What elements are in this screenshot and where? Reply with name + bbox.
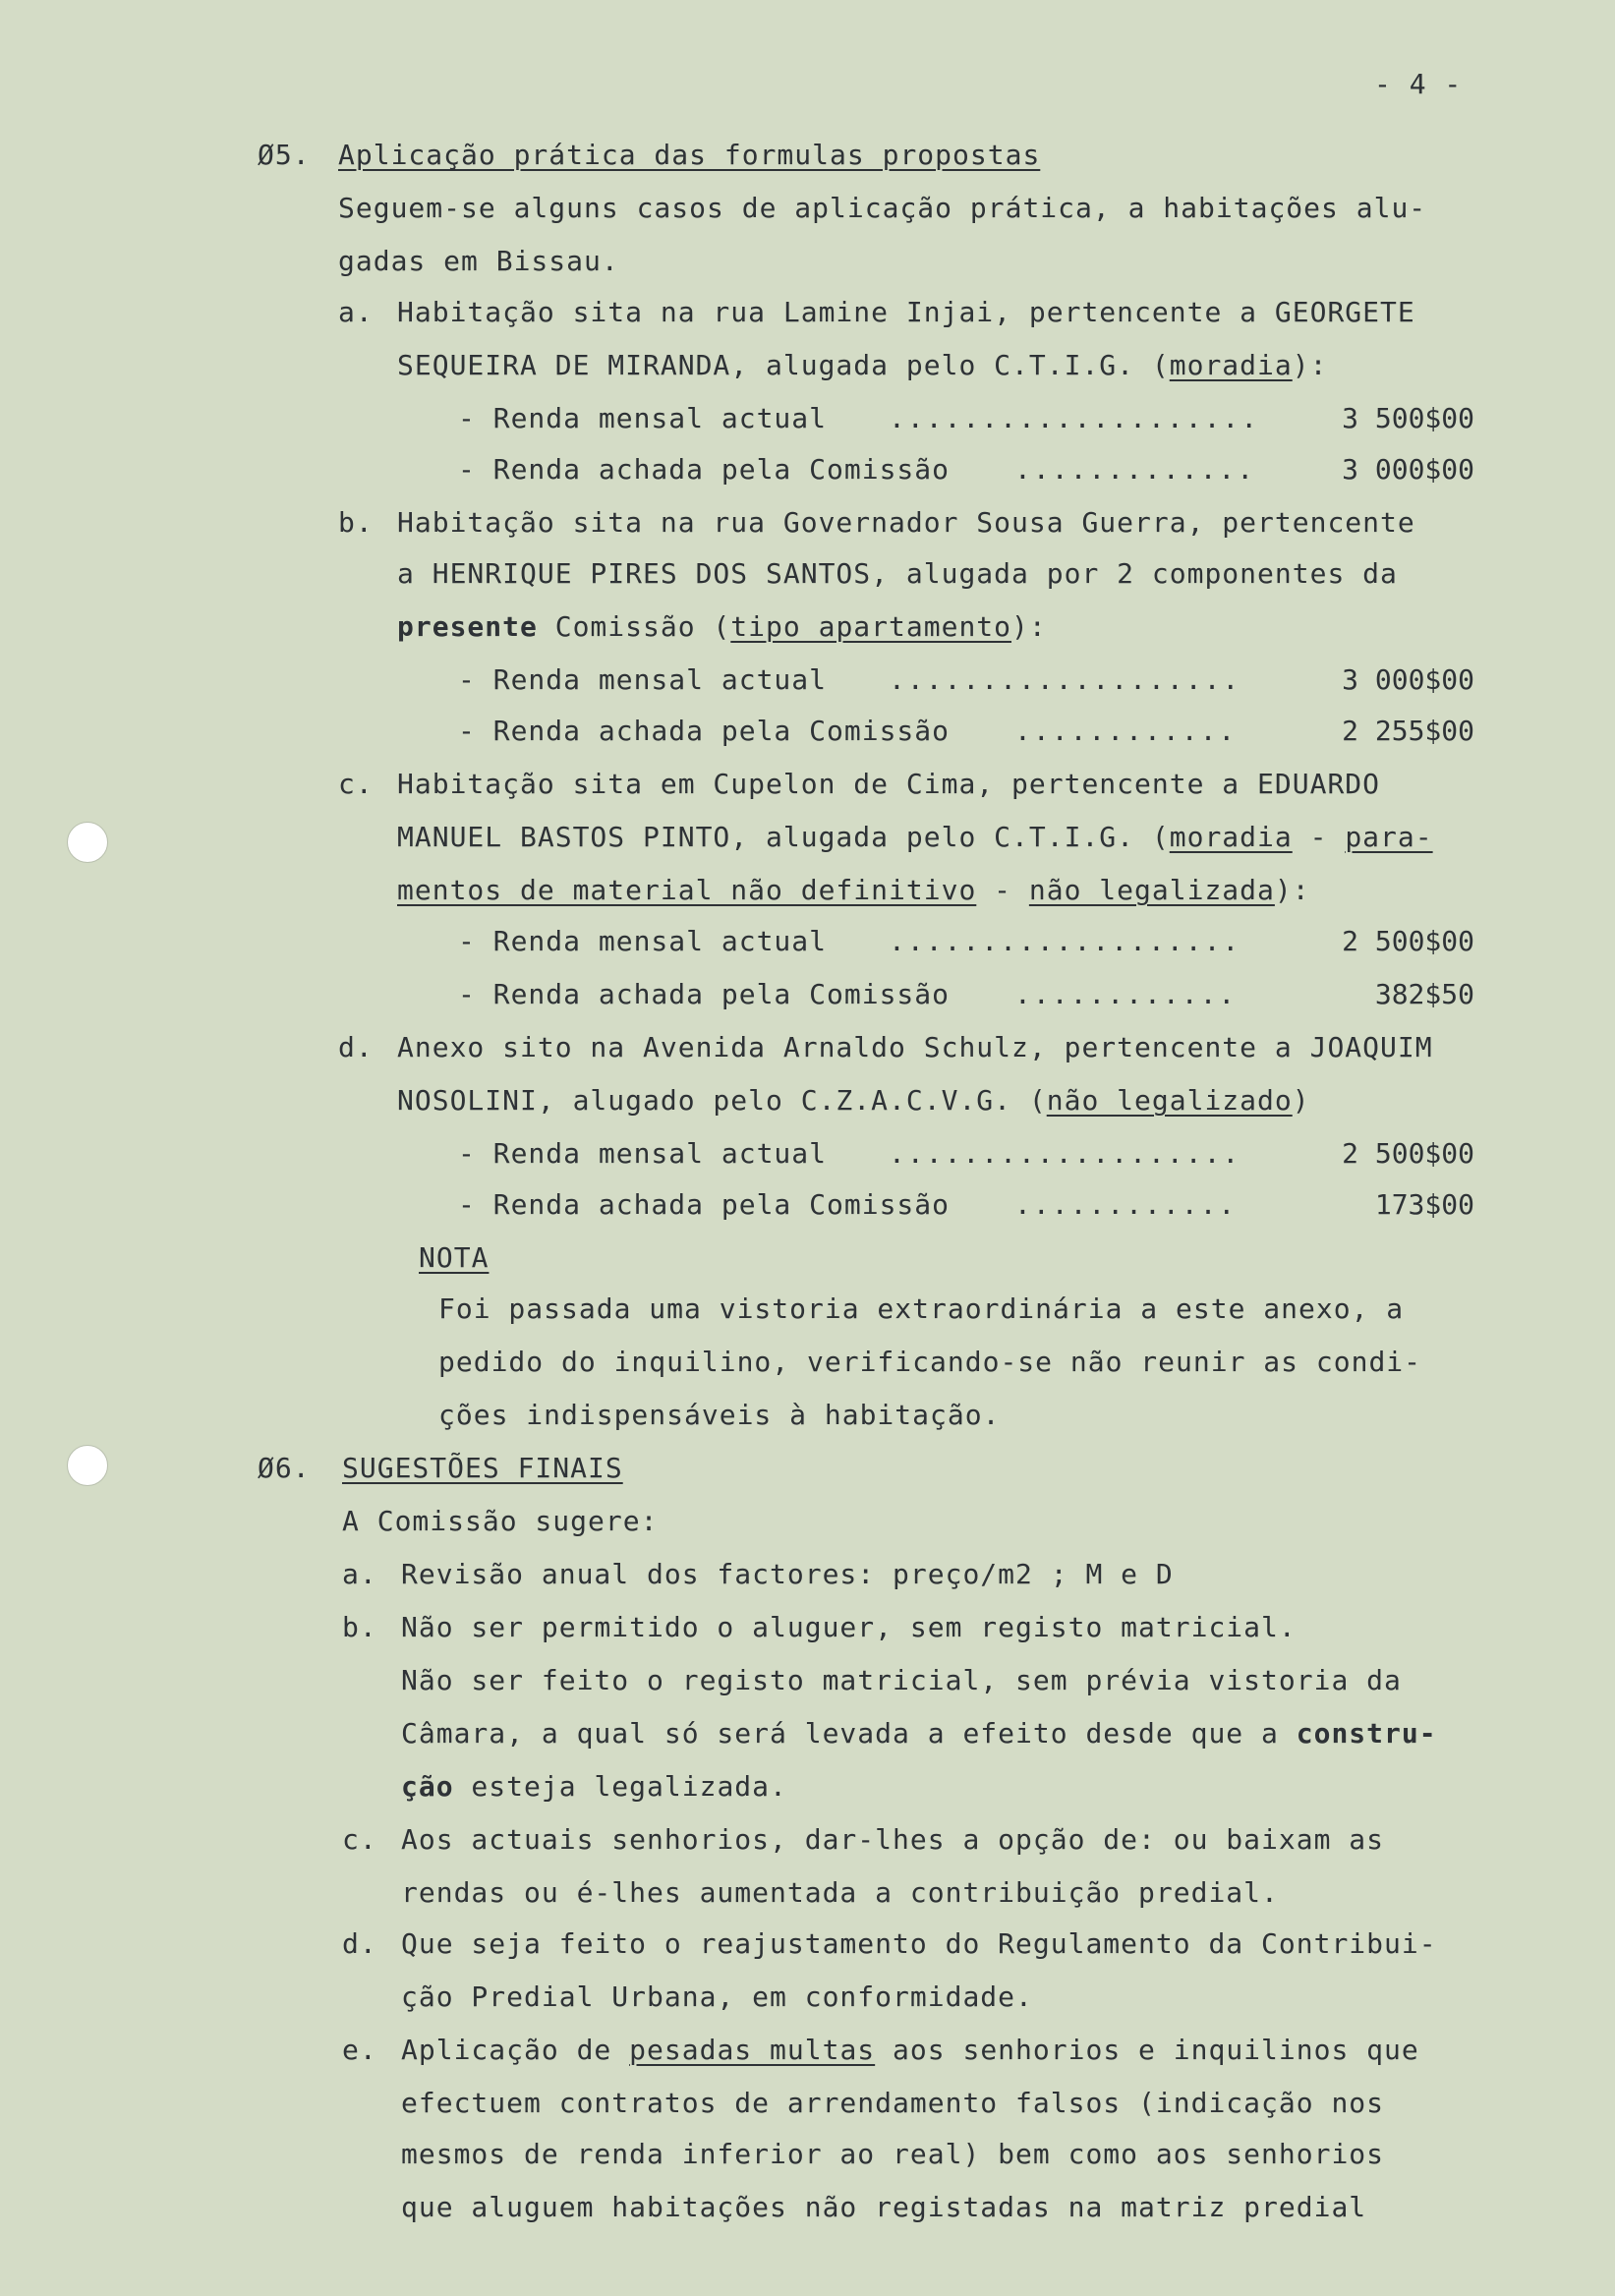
section6-number: Ø6. [258, 1452, 311, 1484]
case-b-line1: Habitação sita na rua Governador Sousa Guerra, pertencente [397, 506, 1415, 539]
item-a-letter: a. [342, 1558, 377, 1590]
case-c-line3 [397, 873, 1310, 908]
item-e-line3: mesmos de renda inferior ao real) bem como aos senhorios [401, 2138, 1385, 2170]
item-a-line1: Revisão anual dos factores: preço/m2 ; M e D [401, 1558, 1174, 1590]
case-c-rent-commission-label: - Renda achada pela Comissão [458, 978, 951, 1010]
case-d-rent-current-value: 2 500$00 [1342, 1137, 1474, 1170]
case-b-rent-commission-value: 2 255$00 [1342, 715, 1474, 747]
item-c-line1: Aos actuais senhorios, dar-lhes a opção de: ou baixam as [401, 1823, 1385, 1856]
case-c-line2-main: MANUEL BASTOS PINTO, alugada pelo C.T.I.G. ( [397, 821, 1170, 853]
item-b-line3-main: Câmara, a qual só será levada a efeito desde que a [401, 1717, 1297, 1750]
case-c-line3-dash: - [976, 874, 1029, 906]
item-d-line2: ção Predial Urbana, em conformidade. [401, 1980, 1033, 2013]
case-d-rent-current-label: - Renda mensal actual [458, 1137, 828, 1170]
case-d-legal-status: não legalizado [1046, 1084, 1293, 1117]
case-a-line2 [397, 348, 1327, 383]
item-e-emphasis: pesadas multas [629, 2034, 876, 2066]
case-d-rent-current-leader: ................... [889, 1137, 1241, 1170]
item-b-letter: b. [342, 1611, 377, 1643]
case-b-type: tipo apartamento [730, 610, 1012, 643]
case-a-rent-current-label: - Renda mensal actual [458, 402, 828, 434]
case-b-rent-commission-leader: ............ [1014, 715, 1238, 747]
nota-line2: pedido do inquilino, verificando-se não reunir as condi- [438, 1346, 1422, 1378]
item-e-line1-end: aos senhorios e inquilinos que [875, 2034, 1419, 2066]
case-b-letter: b. [338, 506, 374, 539]
section5-number: Ø5. [258, 139, 311, 171]
case-b-rent-current-leader: ................... [889, 663, 1241, 696]
case-c-letter: c. [338, 768, 374, 800]
case-a-letter: a. [338, 296, 374, 328]
nota-line1: Foi passada uma vistoria extraordinária a este anexo, a [438, 1292, 1405, 1325]
case-b-rent-current-label: - Renda mensal actual [458, 663, 828, 696]
section5-title: Aplicação prática das formulas propostas [338, 139, 1041, 171]
case-b-rent-current-value: 3 000$00 [1342, 663, 1474, 696]
case-a-line2-end: ): [1292, 349, 1328, 381]
item-d-line1: Que seja feito o reajustamento do Regulamento da Contribui- [401, 1927, 1437, 1960]
item-c-letter: c. [342, 1823, 377, 1856]
case-a-rent-commission-label: - Renda achada pela Comissão [458, 453, 951, 486]
case-b-line2: a HENRIQUE PIRES DOS SANTOS, alugada por 2 componentes da [397, 557, 1398, 590]
item-e-letter: e. [342, 2034, 377, 2066]
case-c-line1: Habitação sita em Cupelon de Cima, pertencente a EDUARDO [397, 768, 1381, 800]
case-c-rent-commission-value: 382$50 [1374, 978, 1474, 1010]
item-b-line3-bold: constru- [1296, 1717, 1437, 1750]
case-c-legal-status: não legalizada [1028, 874, 1275, 906]
item-b-line1: Não ser permitido o aluguer, sem registo matricial. [401, 1611, 1297, 1643]
case-c-rent-current-value: 2 500$00 [1342, 925, 1474, 957]
case-c-rent-current-leader: ................... [889, 925, 1241, 957]
case-c-rent-current-label: - Renda mensal actual [458, 925, 828, 957]
case-c-line3-end: ): [1274, 874, 1310, 906]
case-a-line1: Habitação sita na rua Lamine Injai, pertencente a GEORGETE [397, 296, 1415, 328]
item-b-line4-bold: ção [401, 1770, 454, 1803]
case-a-rent-current-value: 3 500$00 [1342, 402, 1474, 434]
case-b-line3-main: Comissão ( [537, 610, 731, 643]
section5-intro-line2: gadas em Bissau. [338, 245, 619, 277]
page-number: - 4 - [1374, 68, 1463, 100]
item-e-line1-main: Aplicação de [401, 2034, 630, 2066]
case-a-line2-main: SEQUEIRA DE MIRANDA, alugada pelo C.T.I.G. ( [397, 349, 1170, 381]
case-b-line3-end: ): [1011, 610, 1047, 643]
case-d-line2 [397, 1083, 1310, 1119]
case-a-rent-commission-leader: ............. [1014, 453, 1256, 486]
case-c-type: moradia [1169, 821, 1293, 853]
case-d-line2-main: NOSOLINI, alugado pelo C.Z.A.C.V.G. ( [397, 1084, 1047, 1117]
section5-intro-line1: Seguem-se alguns casos de aplicação prática, a habitações alu- [338, 192, 1427, 224]
case-b-line3-bold: presente [397, 610, 538, 643]
case-a-type: moradia [1169, 349, 1293, 381]
case-c-line2 [397, 820, 1433, 855]
item-d-letter: d. [342, 1927, 377, 1960]
case-b-line3 [397, 609, 1047, 645]
case-a-rent-commission-value: 3 000$00 [1342, 453, 1474, 486]
nota-title: NOTA [419, 1241, 490, 1274]
punch-hole-bottom [67, 1445, 108, 1486]
item-e-line4: que aluguem habitações não registadas na matriz predial [401, 2191, 1367, 2223]
case-d-rent-commission-label: - Renda achada pela Comissão [458, 1188, 951, 1221]
case-d-line1: Anexo sito na Avenida Arnaldo Schulz, pertencente a JOAQUIM [397, 1031, 1433, 1063]
item-b-line2: Não ser feito o registo matricial, sem prévia vistoria da [401, 1664, 1402, 1696]
item-b-line3 [401, 1716, 1437, 1751]
case-d-line2-end: ) [1292, 1084, 1310, 1117]
case-d-rent-commission-value: 173$00 [1374, 1188, 1474, 1221]
case-c-walls-start: para- [1345, 821, 1433, 853]
case-d-rent-commission-leader: ............ [1014, 1188, 1238, 1221]
case-b-rent-commission-label: - Renda achada pela Comissão [458, 715, 951, 747]
case-c-rent-commission-leader: ............ [1014, 978, 1238, 1010]
item-e-line1 [401, 2033, 1419, 2068]
item-c-line2: rendas ou é-lhes aumentada a contribuição predial. [401, 1876, 1279, 1909]
case-d-letter: d. [338, 1031, 374, 1063]
item-b-line4-main: esteja legalizada. [453, 1770, 787, 1803]
section6-intro: A Comissão sugere: [342, 1505, 659, 1537]
nota-line3: ções indispensáveis à habitação. [438, 1399, 1001, 1431]
case-c-walls-end: mentos de material não definitivo [397, 874, 977, 906]
punch-hole-top [67, 822, 108, 863]
section6-title: SUGESTÕES FINAIS [342, 1452, 623, 1484]
item-e-line2: efectuem contratos de arrendamento falsos (indicação nos [401, 2087, 1385, 2119]
case-a-rent-current-leader: .................... [889, 402, 1260, 434]
case-c-line2-dash: - [1292, 821, 1346, 853]
item-b-line4 [401, 1769, 787, 1805]
